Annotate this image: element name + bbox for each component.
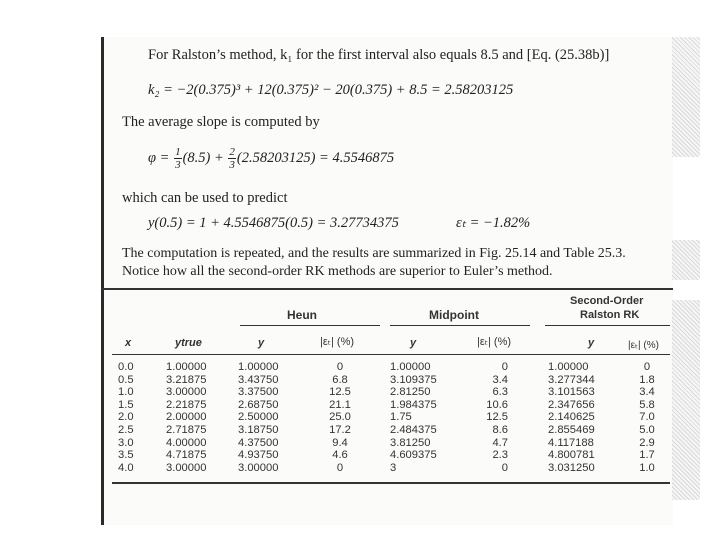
table-cell-heun-y: 4.93750 [238,449,279,462]
table-cell-ytrue: 3.00000 [166,461,207,474]
col-mid-err [470,361,508,474]
table-cell-ral-err: 1.8 [639,373,655,386]
table-cell-mid-err: 4.7 [492,436,508,449]
table-cell-mid-err: 10.6 [486,398,508,411]
scan-noise [672,300,700,500]
table-cell-ral-err: 2.9 [639,436,655,449]
k2-equation: k₂ = −2(0.375)³ + 12(0.375)² − 20(0.375) + 8.5 = 2.58203125 [148,82,514,98]
table-cell-ytrue: 4.71875 [166,449,207,462]
heun-group-rule [240,325,380,326]
table-cell-mid-y: 3 [390,461,397,474]
heun-group-header: Heun [287,308,317,322]
table-cell-mid-err: 8.6 [492,423,508,436]
header-x: x [125,337,132,349]
header-ytrue: ytrue [175,337,202,349]
fraction-two-thirds [228,146,236,171]
error-equation: εₜ = −1.82% [456,215,531,231]
table-cell-heun-err: 9.4 [332,436,348,449]
table-cell-x: 3.5 [118,449,134,462]
average-slope-text: The average slope is computed by [122,114,320,130]
table-cell-mid-y: 3.109375 [390,373,437,386]
ralston-group-header-2: Ralston RK [580,309,640,321]
table-cell-ral-y: 3.101563 [548,386,595,399]
table-cell-ytrue: 2.71875 [166,423,207,436]
table-cell-heun-err: 0 [336,461,344,474]
repeat-text-line1: The computation is repeated, and the results are summarized in Fig. 25.14 and Table 25.3. [122,246,626,261]
table-cell-mid-err: 12.5 [486,411,508,424]
table-cell-heun-y: 3.43750 [238,373,279,386]
phi-rhs: (2.58203125) = 4.5546875 [236,149,395,166]
midpoint-group-header: Midpoint [429,308,479,322]
table-cell-x: 2.5 [118,423,134,436]
table-cell-ral-y: 4.117188 [548,436,594,449]
table-cell-ral-err: 5.8 [639,398,655,411]
frac-num: 1 [175,146,181,158]
table-bottom-rule [112,482,670,484]
table-cell-ral-y: 1.00000 [548,361,589,373]
table-cell-mid-y: 4.609375 [390,449,437,462]
phi-equation [148,146,394,171]
table-cell-ral-y: 4.800781 [548,449,595,462]
phi-lhs: φ = [148,149,170,166]
frac-num: 2 [229,146,235,158]
table-cell-mid-y: 2.484375 [390,423,437,436]
table-cell-heun-err: 0 [336,361,344,373]
header-mid-err: |εₜ| (%) [477,336,512,348]
table-cell-ral-err: 1.7 [639,449,655,462]
table-cell-x: 0.0 [118,361,134,373]
repeat-text-line2: Notice how all the second-order RK methods are superior to Euler’s method. [122,264,553,279]
table-cell-heun-err: 21.1 [329,398,351,411]
table-top-rule [101,288,673,290]
table-cell-heun-err: 4.6 [332,449,348,462]
table-cell-ral-y: 2.140625 [548,411,595,424]
table-cell-heun-err: 17.2 [329,423,351,436]
table-cell-mid-err: 0 [501,461,508,474]
page-binding-edge [101,37,104,525]
col-ral-err [632,361,662,474]
table-cell-heun-y: 2.68750 [238,398,279,411]
table-cell-ral-y: 2.855469 [548,423,595,436]
table-cell-ral-err: 1.0 [639,461,655,474]
table-cell-heun-err: 25.0 [329,411,351,424]
table-cell-heun-y: 3.37500 [238,386,279,399]
frac-den: 3 [229,159,235,171]
table-cell-ytrue: 2.00000 [166,411,207,424]
ralston-group-rule [545,325,670,326]
col-ytrue [166,361,226,474]
table-cell-x: 0.5 [118,373,134,386]
table-cell-ral-y: 3.031250 [548,461,595,474]
table-cell-heun-y: 2.50000 [238,411,279,424]
table-cell-mid-err: 0 [501,361,508,373]
col-heun-err [315,361,365,474]
header-ral-y: y [588,337,595,349]
table-cell-mid-err: 2.3 [492,449,508,462]
table-cell-mid-err: 6.3 [492,386,508,399]
header-ral-err: |εₜ| (%) [628,340,659,351]
table-cell-ral-err: 5.0 [639,423,655,436]
table-cell-mid-err: 3.4 [492,373,508,386]
table-cell-mid-y: 1.984375 [390,398,437,411]
table-cell-ral-y: 3.277344 [548,373,595,386]
table-cell-x: 2.0 [118,411,134,424]
header-mid-y: y [410,337,417,349]
table-cell-mid-y: 1.75 [390,411,412,424]
midpoint-group-rule [390,325,530,326]
col-mid-y [390,361,460,474]
table-cell-ral-err: 0 [643,361,651,373]
ralston-intro-line: For Ralston’s method, k₁ for the first interval also equals 8.5 and [Eq. (25.38b)] [148,47,610,63]
table-cell-x: 4.0 [118,461,134,474]
table-cell-x: 3.0 [118,436,134,449]
y-prediction-equation: y(0.5) = 1 + 4.5546875(0.5) = 3.27734375 [148,215,399,231]
table-cell-heun-err: 12.5 [329,386,351,399]
table-cell-heun-y: 1.00000 [238,361,279,373]
table-cell-heun-y: 3.00000 [238,461,279,474]
header-rule [112,354,670,355]
fraction-one-third [174,146,182,171]
header-heun-err: |εₜ| (%) [320,336,355,348]
table-cell-x: 1.5 [118,398,134,411]
table-cell-ytrue: 4.00000 [166,436,207,449]
table-cell-x: 1.0 [118,386,134,399]
header-heun-y: y [258,337,265,349]
table-cell-heun-y: 3.18750 [238,423,279,436]
table-cell-ral-y: 2.347656 [548,398,595,411]
col-heun-y [238,361,298,474]
scan-noise [672,240,700,280]
frac-den: 3 [175,159,181,171]
table-cell-ytrue: 1.00000 [166,361,207,373]
table-cell-mid-y: 1.00000 [390,361,431,373]
table-cell-ral-err: 3.4 [639,386,655,399]
table-cell-ytrue: 3.21875 [166,373,207,386]
phi-mid: (8.5) + [182,149,224,166]
ralston-group-header-1: Second-Order [570,295,644,307]
scan-noise [672,37,700,157]
table-cell-heun-err: 6.8 [332,373,348,386]
table-cell-mid-y: 2.81250 [390,386,431,399]
col-x [118,361,148,474]
table-cell-heun-y: 4.37500 [238,436,279,449]
table-cell-ytrue: 3.00000 [166,386,207,399]
col-ral-y [548,361,618,474]
predict-text: which can be used to predict [122,190,288,206]
table-cell-ral-err: 7.0 [639,411,655,424]
table-cell-ytrue: 2.21875 [166,398,207,411]
table-cell-mid-y: 3.81250 [390,436,431,449]
